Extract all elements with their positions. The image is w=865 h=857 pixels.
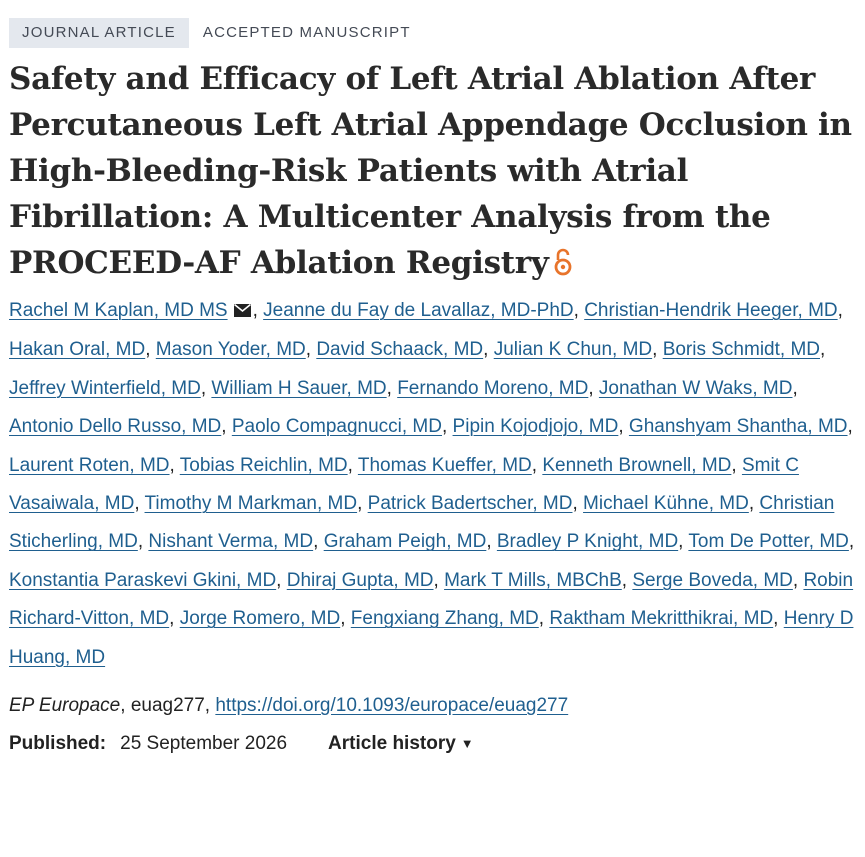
author-link[interactable]: Graham Peigh, MD [323, 531, 487, 553]
author-separator: , [134, 493, 145, 515]
author-link[interactable]: Mark T Mills, MBChB [444, 569, 622, 591]
author-separator: , [486, 531, 497, 553]
author-link[interactable]: Christian-Hendrik Heeger, MD [584, 300, 838, 321]
author-separator: , [618, 416, 629, 438]
author-link[interactable]: Pipin Kojodjojo, MD [452, 416, 619, 438]
article-history-label: Article history [328, 733, 456, 755]
author-separator: , [386, 377, 398, 399]
author-link[interactable]: David Schaack, MD [316, 339, 484, 361]
author-link[interactable]: Robin Richard-Vitton, MD [9, 569, 854, 630]
author-separator: , [652, 339, 663, 361]
author-link[interactable]: Christian Sticherling, MD [9, 493, 835, 553]
author-link[interactable]: Thomas Kueffer, MD [357, 454, 532, 476]
author-link[interactable]: Smit C Vasaiwala, MD [9, 454, 799, 515]
journal-name: EP Europace [9, 695, 121, 717]
article-tags [9, 18, 855, 48]
author-separator: , [792, 569, 804, 591]
author-separator: , [305, 339, 317, 361]
author-link[interactable]: Timothy M Markman, MD [144, 493, 358, 515]
author-separator: , [483, 339, 494, 361]
author-link[interactable]: Patrick Badertscher, MD [367, 493, 573, 515]
author-separator: , [588, 377, 599, 399]
author-link[interactable]: Ghanshyam Shantha, MD [628, 416, 848, 438]
envelope-icon[interactable] [234, 293, 251, 331]
author-link[interactable]: Dhiraj Gupta, MD [286, 569, 434, 591]
author-link[interactable]: Konstantia Paraskevi Gkini, MD [9, 569, 277, 591]
author-separator: , [792, 377, 798, 399]
author-separator: , [313, 531, 324, 553]
author-link[interactable]: William H Sauer, MD [211, 377, 387, 399]
doi-link[interactable]: https://doi.org/10.1093/europace/euag277 [215, 695, 569, 717]
author-link[interactable]: Jonathan W Waks, MD [598, 377, 793, 399]
article-title [9, 56, 855, 290]
author-link[interactable]: Jorge Romero, MD [179, 608, 341, 630]
author-link[interactable]: Serge Boveda, MD [632, 569, 793, 591]
author-separator: , [137, 531, 149, 553]
author-link[interactable]: Antonio Dello Russo, MD [9, 416, 222, 438]
author-separator: , [169, 454, 180, 476]
author-link[interactable]: Nishant Verma, MD [148, 531, 314, 553]
author-separator: , [169, 608, 180, 630]
author-link[interactable]: Bradley P Knight, MD [496, 531, 679, 553]
author-link[interactable]: Hakan Oral, MD [9, 339, 146, 361]
author-separator: , [678, 531, 689, 553]
article-id: , euag277, [120, 695, 216, 717]
author-link[interactable]: Julian K Chun, MD [493, 339, 653, 361]
author-separator: , [252, 300, 264, 321]
author-link[interactable]: Boris Schmidt, MD [662, 339, 820, 361]
author-list [9, 292, 855, 677]
author-separator: , [848, 531, 855, 553]
author-separator: , [748, 493, 760, 515]
author-separator: , [837, 300, 843, 321]
author-link[interactable]: Mason Yoder, MD [155, 339, 306, 361]
author-separator: , [433, 569, 445, 591]
author-link[interactable]: Laurent Roten, MD [9, 454, 170, 476]
author-separator: , [573, 300, 585, 321]
author-separator: , [145, 339, 156, 361]
author-separator: , [221, 416, 232, 438]
author-separator: , [820, 339, 826, 361]
author-link[interactable]: Kenneth Brownell, MD [542, 454, 732, 476]
author-link[interactable]: Fengxiang Zhang, MD [350, 608, 539, 630]
author-separator: , [538, 608, 550, 630]
author-separator: , [340, 608, 351, 630]
author-link[interactable]: Michael Kühne, MD [583, 493, 749, 515]
author-separator: , [441, 416, 453, 438]
author-link[interactable]: Jeffrey Winterfield, MD [9, 377, 201, 399]
author-link[interactable]: Fernando Moreno, MD [397, 377, 589, 399]
caret-down-icon: ▼ [460, 736, 474, 752]
article-type-badge: JOURNAL ARTICLE [9, 18, 189, 48]
author-link[interactable]: Raktham Mekritthikrai, MD [549, 608, 774, 630]
author-separator: , [347, 454, 358, 476]
article-history-toggle[interactable] [328, 731, 474, 757]
published-label: Published: [9, 733, 107, 755]
author-separator: , [572, 493, 584, 515]
author-separator: , [773, 608, 784, 630]
article-title-text: Safety and Efficacy of Left Atrial Ablation After Percutaneous Left Atrial Appendage Occlusion in High-Bleeding-Risk Patients with Atrial Fibrillation: A Multicenter Analysis from the PROCEED-AF Ablation Registry [9, 61, 852, 281]
publication-info [9, 731, 855, 757]
author-link[interactable]: Tom De Potter, MD [688, 531, 849, 553]
author-separator: , [276, 569, 287, 591]
author-separator: , [357, 493, 368, 515]
published-date: 25 September 2026 [120, 733, 288, 755]
author-link[interactable]: Rachel M Kaplan, MD MS [9, 300, 228, 321]
author-separator: , [531, 454, 543, 476]
author-separator: , [731, 454, 742, 476]
author-link[interactable]: Jeanne du Fay de Lavallaz, MD-PhD [263, 300, 574, 321]
author-separator: , [621, 569, 633, 591]
author-separator: , [847, 416, 853, 438]
author-link[interactable]: Tobias Reichlin, MD [179, 454, 348, 476]
author-link[interactable]: Paolo Compagnucci, MD [231, 416, 442, 438]
author-link[interactable]: Henry D Huang, MD [9, 608, 854, 668]
citation-line [9, 693, 855, 719]
open-access-lock-icon [553, 244, 573, 290]
author-separator: , [200, 377, 212, 399]
manuscript-status-label: ACCEPTED MANUSCRIPT [202, 24, 411, 41]
